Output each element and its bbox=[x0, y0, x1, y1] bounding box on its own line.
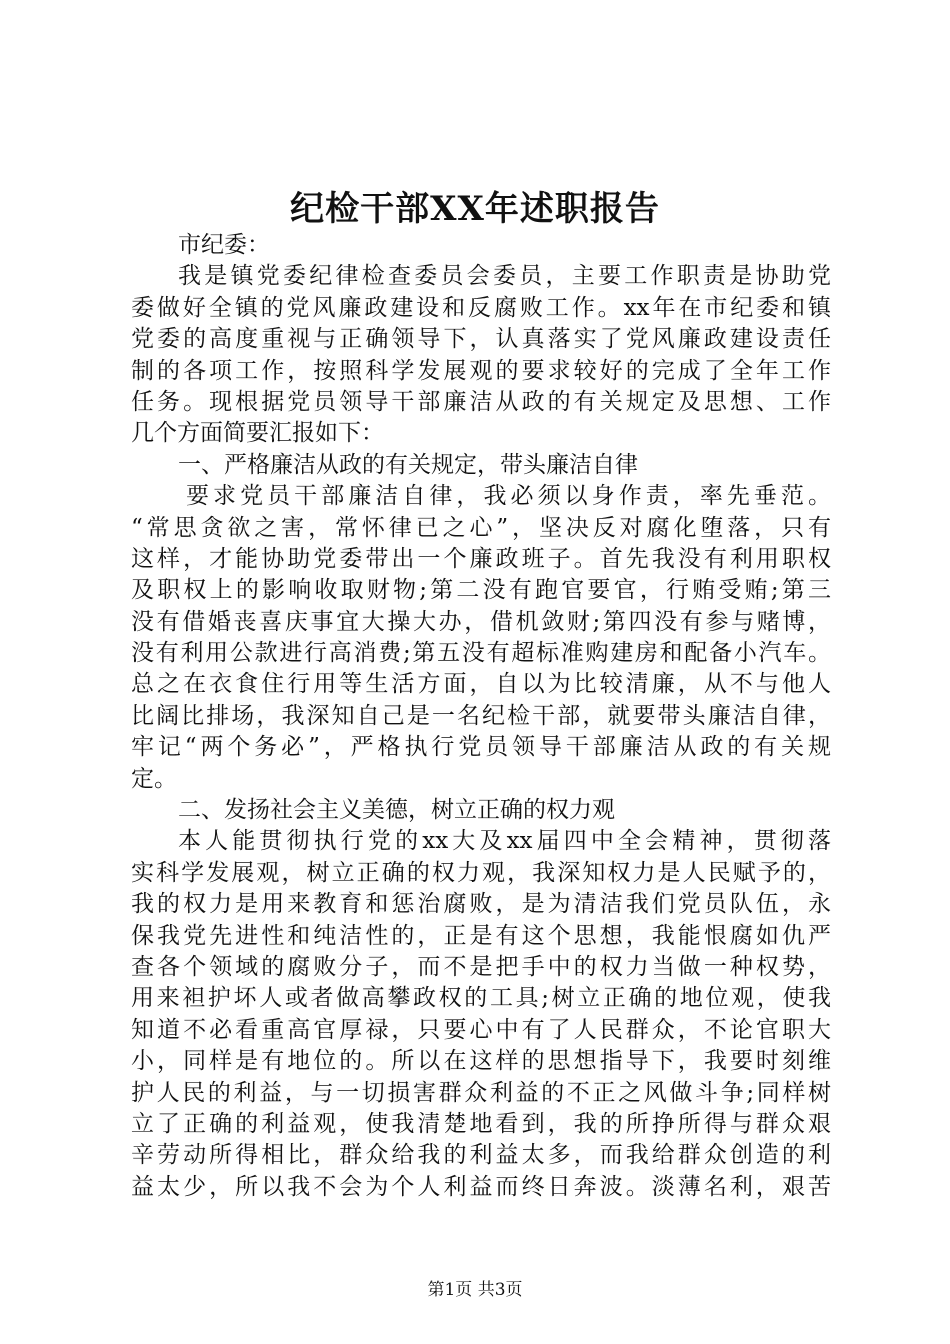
page-footer: 第1页 共3页 bbox=[427, 1280, 523, 1300]
document-body bbox=[131, 230, 831, 1203]
text-line: 没有利用公款进行高消费;第五没有超标准购建房和配备小汽车。 bbox=[131, 640, 831, 667]
text-line: 党委的高度重视与正确领导下，认真落实了党风廉政建设责任 bbox=[131, 326, 831, 353]
text-line: 益太少，所以我不会为个人利益而终日奔波。淡薄名利，艰苦 bbox=[131, 1173, 831, 1200]
text-line: 一、严格廉洁从政的有关规定，带头廉洁自律 bbox=[178, 451, 638, 478]
text-line: 我的权力是用来教育和惩治腐败，是为清洁我们党员队伍，永 bbox=[131, 891, 831, 918]
text-line: 知道不必看重高官厚禄，只要心中有了人民群众，不论官职大 bbox=[131, 1016, 831, 1043]
text-line: 几个方面简要汇报如下： bbox=[131, 420, 384, 447]
text-line: 二、发扬社会主义美德，树立正确的权力观 bbox=[178, 797, 615, 824]
text-line: 市纪委： bbox=[178, 232, 270, 258]
text-line: 保我党先进性和纯洁性的，正是有这个思想，我能恨腐如仇严 bbox=[131, 922, 831, 949]
text-line: 辛劳动所得相比，群众给我的利益太多，而我给群众创造的利 bbox=[131, 1142, 831, 1169]
text-line: 查各个领域的腐败分子，而不是把手中的权力当做一种权势， bbox=[131, 953, 831, 980]
text-line: 制的各项工作，按照科学发展观的要求较好的完成了全年工作 bbox=[131, 357, 831, 384]
text-line: 护人民的利益，与一切损害群众利益的不正之风做斗争;同样树 bbox=[131, 1079, 831, 1106]
text-line: 任务。现根据党员领导干部廉洁从政的有关规定及思想、工作 bbox=[131, 388, 831, 415]
text-line: 立了正确的利益观，使我清楚地看到，我的所挣所得与群众艰 bbox=[131, 1110, 831, 1137]
text-line: 总之在衣食住行用等生活方面，自以为比较清廉，从不与他人 bbox=[131, 671, 831, 698]
text-line: 本人能贯彻执行党的xx大及xx届四中全会精神，贯彻落 bbox=[178, 828, 831, 855]
text-line: 我是镇党委纪律检查委员会委员，主要工作职责是协助党 bbox=[178, 263, 831, 290]
text-line: 定。 bbox=[131, 765, 177, 792]
text-line: 及职权上的影响收取财物;第二没有跑官要官，行贿受贿;第三 bbox=[131, 577, 831, 604]
text-line: 牢记“两个务必”，严格执行党员领导干部廉洁从政的有关规 bbox=[131, 734, 831, 761]
text-line: 比阔比排场，我深知自己是一名纪检干部，就要带头廉洁自律， bbox=[131, 702, 831, 729]
text-line: 实科学发展观，树立正确的权力观，我深知权力是人民赋予的， bbox=[131, 859, 831, 886]
text-line: 要求党员干部廉洁自律，我必须以身作责，率先垂范。 bbox=[186, 483, 831, 510]
text-line: 小，同样是有地位的。所以在这样的思想指导下，我要时刻维 bbox=[131, 1048, 831, 1075]
text-line: 这样，才能协助党委带出一个廉政班子。首先我没有利用职权 bbox=[131, 545, 831, 572]
text-line: 用来袒护坏人或者做高攀政权的工具;树立正确的地位观，使我 bbox=[131, 985, 831, 1012]
document-title: 纪检干部XX年述职报告 bbox=[290, 189, 660, 229]
text-line: “常思贪欲之害，常怀律已之心”，坚决反对腐化堕落，只有 bbox=[131, 514, 831, 541]
text-line: 没有借婚丧喜庆事宜大操大办，借机敛财;第四没有参与赌博， bbox=[131, 608, 831, 635]
text-line: 委做好全镇的党风廉政建设和反腐败工作。xx年在市纪委和镇 bbox=[131, 294, 831, 321]
